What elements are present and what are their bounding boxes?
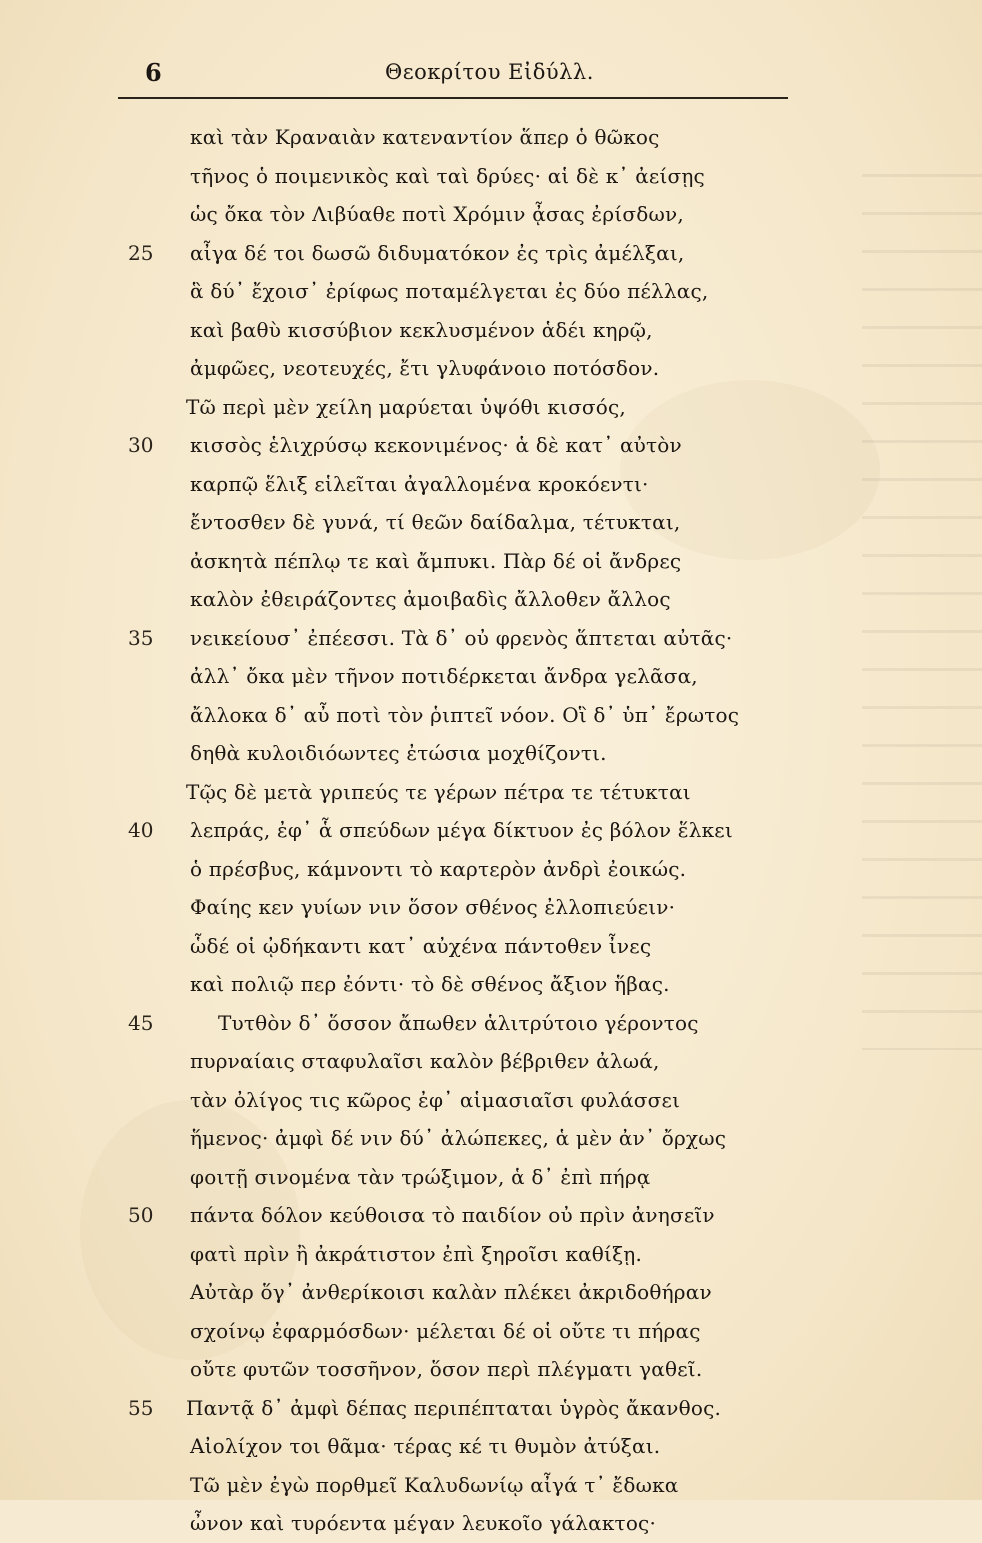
line-number: 25 — [128, 240, 154, 265]
verse-text: αἶγα δέ τοι δωσῶ διδυματόκον ἐς τρὶς ἀμέλξαι, — [190, 240, 685, 265]
verse-text: καὶ βαθὺ κισσύβιον κεκλυσμένον ἁδέι κηρῷ, — [190, 317, 653, 342]
verse-text: οὔτε φυτῶν τοσσῆνον, ὅσον περὶ πλέγματι γαθεῖ. — [190, 1357, 703, 1381]
verse-text: καὶ πολιῷ περ ἐόντι· τὸ δὲ σθένος ἄξιον ἥβας. — [190, 972, 670, 996]
verse-text: ἥμενος· ἀμφὶ δέ νιν δύ᾽ ἀλώπεκες, ἁ μὲν ἀν᾽ ὄρχως — [190, 1126, 727, 1150]
verse-text: δηθὰ κυλοιδιόωντες ἐτώσια μοχθίζοντι. — [190, 741, 607, 765]
verse-line — [0, 1504, 982, 1543]
verse-text: ἄλλοκα δ᾽ αὖ ποτὶ τὸν ῥιπτεῖ νόον. Οἳ δ᾽ ὑπ᾽ ἔρωτος — [190, 702, 740, 727]
verse-line — [0, 1119, 982, 1158]
verse-text: Παντᾷ δ᾽ ἀμφὶ δέπας περιπέπταται ὑγρὸς ἄκανθος. — [186, 1395, 722, 1420]
verse-line — [0, 657, 982, 696]
verse-line — [0, 1350, 982, 1389]
verse-line — [0, 580, 982, 619]
verse-text: ὦνον καὶ τυρόεντα μέγαν λευκοῖο γάλακτος· — [190, 1511, 657, 1535]
verse-text: Αἰολίχον τοι θᾶμα· τέρας κέ τι θυμὸν ἀτύξαι. — [190, 1434, 661, 1458]
verse-text: νεικείουσ᾽ ἐπέεσσι. Τὰ δ᾽ οὐ φρενὸς ἅπτεται αὐτᾶς· — [190, 625, 733, 650]
verse-line — [0, 388, 982, 427]
line-number: 30 — [128, 433, 154, 457]
verse-line — [0, 927, 982, 966]
verse-text: ἀμφῶες, νεοτευχές, ἔτι γλυφάνοιο ποτόσδον. — [190, 356, 660, 380]
poem-text — [0, 118, 982, 1543]
line-number: 45 — [128, 1010, 154, 1035]
verse-line — [0, 118, 982, 157]
verse-line — [0, 1427, 982, 1466]
verse-text: Τυτθὸν δ᾽ ὅσσον ἄπωθεν ἁλιτρύτοιο γέροντος — [218, 1010, 699, 1035]
verse-line — [0, 850, 982, 889]
line-number: 55 — [128, 1395, 154, 1420]
verse-line — [0, 1466, 982, 1505]
verse-line — [0, 965, 982, 1004]
verse-text: σχοίνῳ ἐφαρμόσδων· μέλεται δέ οἱ οὔτε τι πήρας — [190, 1318, 701, 1343]
verse-text: Τῷς δὲ μετὰ γριπεύς τε γέρων πέτρα τε τέτυκται — [186, 779, 691, 804]
line-number: 35 — [128, 625, 154, 650]
verse-text: ἀλλ᾽ ὄκα μὲν τῆνον ποτιδέρκεται ἄνδρα γελᾶσα, — [190, 664, 698, 688]
verse-line — [0, 888, 982, 927]
verse-text: ἃ δύ᾽ ἔχοισ᾽ ἐρίφως ποταμέλγεται ἐς δύο πέλλας, — [190, 279, 709, 303]
verse-text: ὡς ὄκα τὸν Λιβύαθε ποτὶ Χρόμιν ᾆσας ἐρίσδων, — [190, 202, 684, 226]
verse-line — [0, 1042, 982, 1081]
verse-text: λεπράς, ἐφ᾽ ἇ σπεύδων μέγα δίκτυον ἐς βόλον ἕλκει — [190, 818, 733, 842]
verse-line — [0, 195, 982, 234]
verse-line — [0, 1196, 982, 1235]
verse-text: καρπῷ ἕλιξ εἱλεῖται ἀγαλλομένα κροκόεντι· — [190, 471, 649, 496]
verse-line — [0, 1081, 982, 1120]
verse-text: ὧδέ οἱ ᾠδήκαντι κατ᾽ αὐχένα πάντοθεν ἶνες — [190, 933, 652, 958]
verse-text: καὶ τὰν Κραναιὰν κατεναντίον ἅπερ ὁ θῶκος — [190, 125, 660, 149]
verse-line — [0, 1389, 982, 1428]
verse-line — [0, 773, 982, 812]
verse-text: ἀσκητὰ πέπλῳ τε καὶ ἄμπυκι. Πὰρ δέ οἱ ἄνδρες — [190, 548, 682, 573]
verse-text: ὁ πρέσβυς, κάμνοντι τὸ καρτερὸν ἀνδρὶ ἐοικώς. — [190, 856, 687, 881]
verse-text: τὰν ὀλίγος τις κῶρος ἐφ᾽ αἱμασιαῖσι φυλάσσει — [190, 1087, 681, 1112]
verse-line — [0, 1235, 982, 1274]
verse-text: φοιτῇ σινομένα τὰν τρώξιμον, ἁ δ᾽ ἐπὶ πήρᾳ — [190, 1164, 651, 1189]
verse-line — [0, 465, 982, 504]
verse-line — [0, 349, 982, 388]
verse-text: πυρναίαις σταφυλαῖσι καλὸν βέβριθεν ἀλωά, — [190, 1049, 660, 1073]
verse-text: Τῶ μὲν ἐγὼ πορθμεῖ Καλυδωνίῳ αἶγά τ᾽ ἔδωκα — [190, 1472, 679, 1497]
verse-line — [0, 619, 982, 658]
running-title: Θεοκρίτου Εἰδύλλ. — [385, 60, 594, 84]
verse-text: Τῶ περὶ μὲν χείλη μαρύεται ὑψόθι κισσός, — [186, 394, 626, 419]
verse-text: τῆνος ὁ ποιμενικὸς καὶ ταὶ δρύες· αἱ δὲ κ᾽ ἀείσῃς — [190, 163, 705, 188]
verse-line — [0, 734, 982, 773]
verse-text: Αὐτὰρ ὅγ᾽ ἀνθερίκοισι καλὰν πλέκει ἀκριδοθήραν — [190, 1280, 712, 1304]
verse-line — [0, 1273, 982, 1312]
line-number: 40 — [128, 818, 154, 842]
verse-text: φατὶ πρὶν ἢ ἀκράτιστον ἐπὶ ξηροῖσι καθίξῃ. — [190, 1241, 643, 1266]
header-rule — [118, 97, 788, 99]
verse-text: καλὸν ἐθειράζοντες ἀμοιβαδὶς ἄλλοθεν ἄλλος — [190, 587, 671, 611]
verse-line — [0, 1158, 982, 1197]
verse-line — [0, 542, 982, 581]
verse-line — [0, 426, 982, 465]
verse-line — [0, 311, 982, 350]
page-header — [0, 52, 982, 92]
verse-line — [0, 696, 982, 735]
verse-text: Φαίης κεν γυίων νιν ὅσον σθένος ἐλλοπιεύειν· — [190, 895, 676, 919]
line-number: 50 — [128, 1203, 154, 1227]
verse-line — [0, 1004, 982, 1043]
verse-line — [0, 503, 982, 542]
verse-line — [0, 272, 982, 311]
verse-line — [0, 811, 982, 850]
verse-line — [0, 157, 982, 196]
verse-line — [0, 1312, 982, 1351]
verse-text: κισσὸς ἑλιχρύσῳ κεκονιμένος· ἁ δὲ κατ᾽ αὐτὸν — [190, 433, 682, 457]
verse-text: ἔντοσθεν δὲ γυνά, τί θεῶν δαίδαλμα, τέτυκται, — [190, 510, 681, 534]
verse-line — [0, 234, 982, 273]
verse-text: πάντα δόλον κεύθοισα τὸ παιδίον οὐ πρὶν ἀνησεῖν — [190, 1203, 715, 1227]
page-number: 6 — [145, 58, 162, 87]
